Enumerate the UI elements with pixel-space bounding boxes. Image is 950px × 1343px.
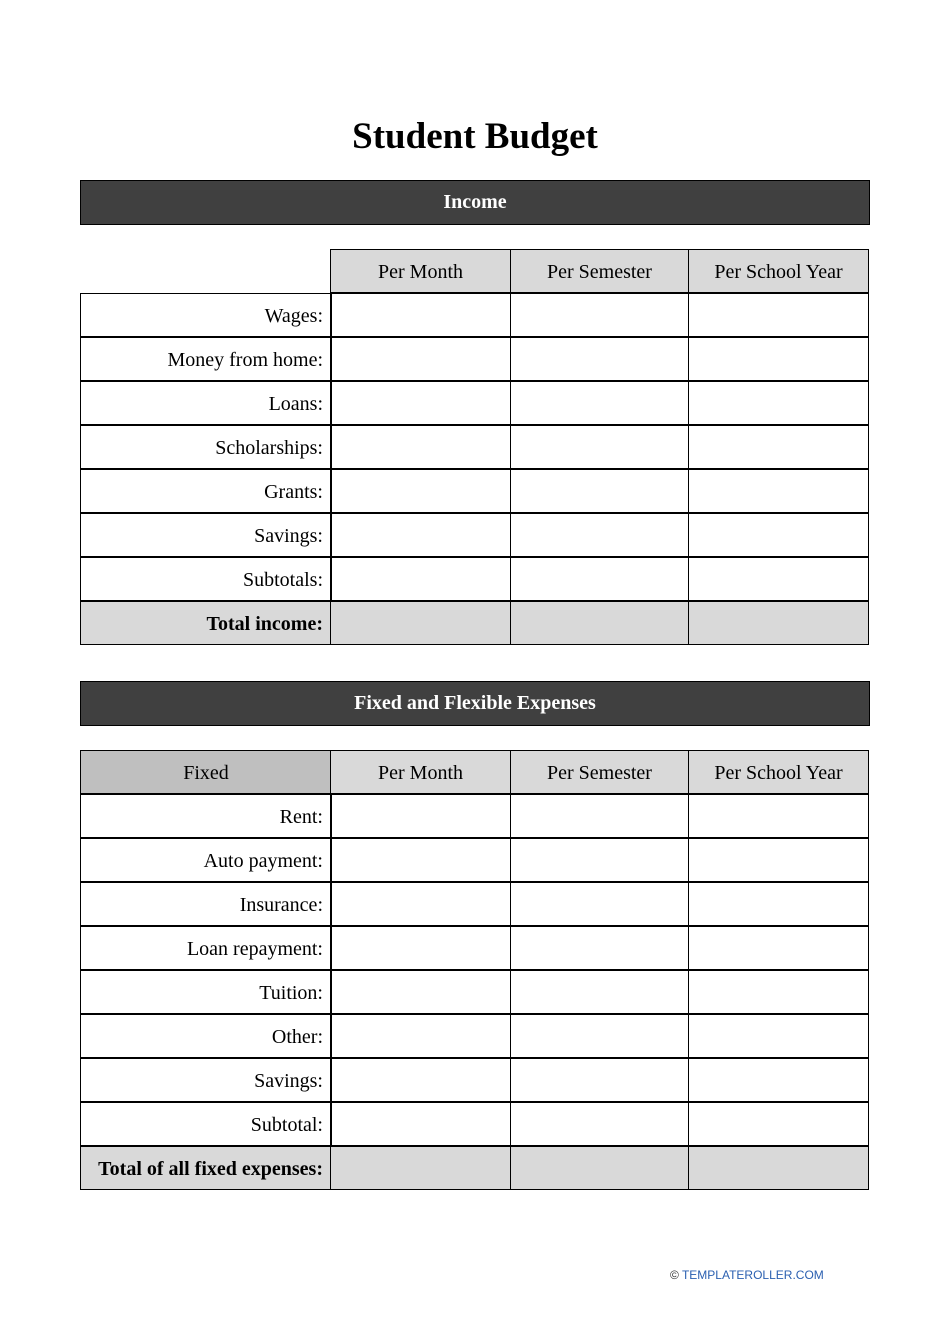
input-cell[interactable] <box>510 1102 689 1146</box>
input-cell[interactable] <box>330 513 511 557</box>
input-cell[interactable] <box>330 794 511 838</box>
input-cell[interactable] <box>330 425 511 469</box>
input-cell[interactable] <box>510 469 689 513</box>
row-label: Loans: <box>80 381 332 425</box>
income-header-blank <box>80 250 331 294</box>
input-cell[interactable] <box>330 1102 511 1146</box>
input-cell[interactable] <box>510 882 689 926</box>
input-cell[interactable] <box>330 381 511 425</box>
input-cell[interactable] <box>688 1014 869 1058</box>
input-cell[interactable] <box>330 293 511 337</box>
input-cell[interactable] <box>330 337 511 381</box>
expenses-col-per-month: Per Month <box>330 750 511 794</box>
input-cell[interactable] <box>330 1058 511 1102</box>
expenses-col-fixed: Fixed <box>80 750 332 794</box>
input-cell[interactable] <box>688 1058 869 1102</box>
input-cell[interactable] <box>688 970 869 1014</box>
income-col-per-semester: Per Semester <box>510 249 689 293</box>
input-cell[interactable] <box>510 1146 689 1190</box>
input-cell[interactable] <box>688 337 869 381</box>
input-cell[interactable] <box>688 882 869 926</box>
row-label: Other: <box>80 1014 332 1058</box>
input-cell[interactable] <box>330 970 511 1014</box>
input-cell[interactable] <box>688 425 869 469</box>
input-cell[interactable] <box>330 926 511 970</box>
input-cell[interactable] <box>510 337 689 381</box>
row-label: Wages: <box>80 293 332 337</box>
copyright-symbol: © <box>670 1268 679 1282</box>
input-cell[interactable] <box>688 1146 869 1190</box>
input-cell[interactable] <box>688 1102 869 1146</box>
row-label: Subtotals: <box>80 557 332 601</box>
input-cell[interactable] <box>510 1058 689 1102</box>
row-label: Auto payment: <box>80 838 332 882</box>
row-label: Tuition: <box>80 970 332 1014</box>
input-cell[interactable] <box>510 381 689 425</box>
input-cell[interactable] <box>510 513 689 557</box>
input-cell[interactable] <box>688 513 869 557</box>
total-fixed-expenses-label: Total of all fixed expenses: <box>80 1146 332 1190</box>
input-cell[interactable] <box>510 557 689 601</box>
input-cell[interactable] <box>510 425 689 469</box>
total-income-label: Total income: <box>80 601 332 645</box>
row-label: Savings: <box>80 513 332 557</box>
income-col-per-month: Per Month <box>330 249 511 293</box>
footer-credit <box>670 1266 824 1284</box>
input-cell[interactable] <box>510 1014 689 1058</box>
expenses-banner: Fixed and Flexible Expenses <box>80 681 870 726</box>
footer-link[interactable]: TEMPLATEROLLER.COM <box>681 1268 824 1282</box>
input-cell[interactable] <box>688 601 869 645</box>
input-cell[interactable] <box>330 882 511 926</box>
input-cell[interactable] <box>688 293 869 337</box>
income-banner: Income <box>80 180 870 225</box>
input-cell[interactable] <box>330 469 511 513</box>
input-cell[interactable] <box>688 838 869 882</box>
row-label: Savings: <box>80 1058 332 1102</box>
page-title: Student Budget <box>352 116 598 157</box>
row-label: Scholarships: <box>80 425 332 469</box>
input-cell[interactable] <box>330 838 511 882</box>
input-cell[interactable] <box>330 601 511 645</box>
input-cell[interactable] <box>330 1146 511 1190</box>
input-cell[interactable] <box>510 794 689 838</box>
input-cell[interactable] <box>330 1014 511 1058</box>
input-cell[interactable] <box>688 794 869 838</box>
input-cell[interactable] <box>688 557 869 601</box>
row-label: Money from home: <box>80 337 332 381</box>
input-cell[interactable] <box>330 557 511 601</box>
input-cell[interactable] <box>510 926 689 970</box>
input-cell[interactable] <box>510 601 689 645</box>
row-label: Rent: <box>80 794 332 838</box>
row-label: Grants: <box>80 469 332 513</box>
row-label: Subtotal: <box>80 1102 332 1146</box>
input-cell[interactable] <box>510 838 689 882</box>
row-label: Loan repayment: <box>80 926 332 970</box>
input-cell[interactable] <box>688 926 869 970</box>
expenses-col-per-semester: Per Semester <box>510 750 689 794</box>
row-label: Insurance: <box>80 882 332 926</box>
input-cell[interactable] <box>688 381 869 425</box>
input-cell[interactable] <box>688 469 869 513</box>
income-col-per-school-year: Per School Year <box>688 249 869 293</box>
input-cell[interactable] <box>510 293 689 337</box>
expenses-col-per-school-year: Per School Year <box>688 750 869 794</box>
input-cell[interactable] <box>510 970 689 1014</box>
